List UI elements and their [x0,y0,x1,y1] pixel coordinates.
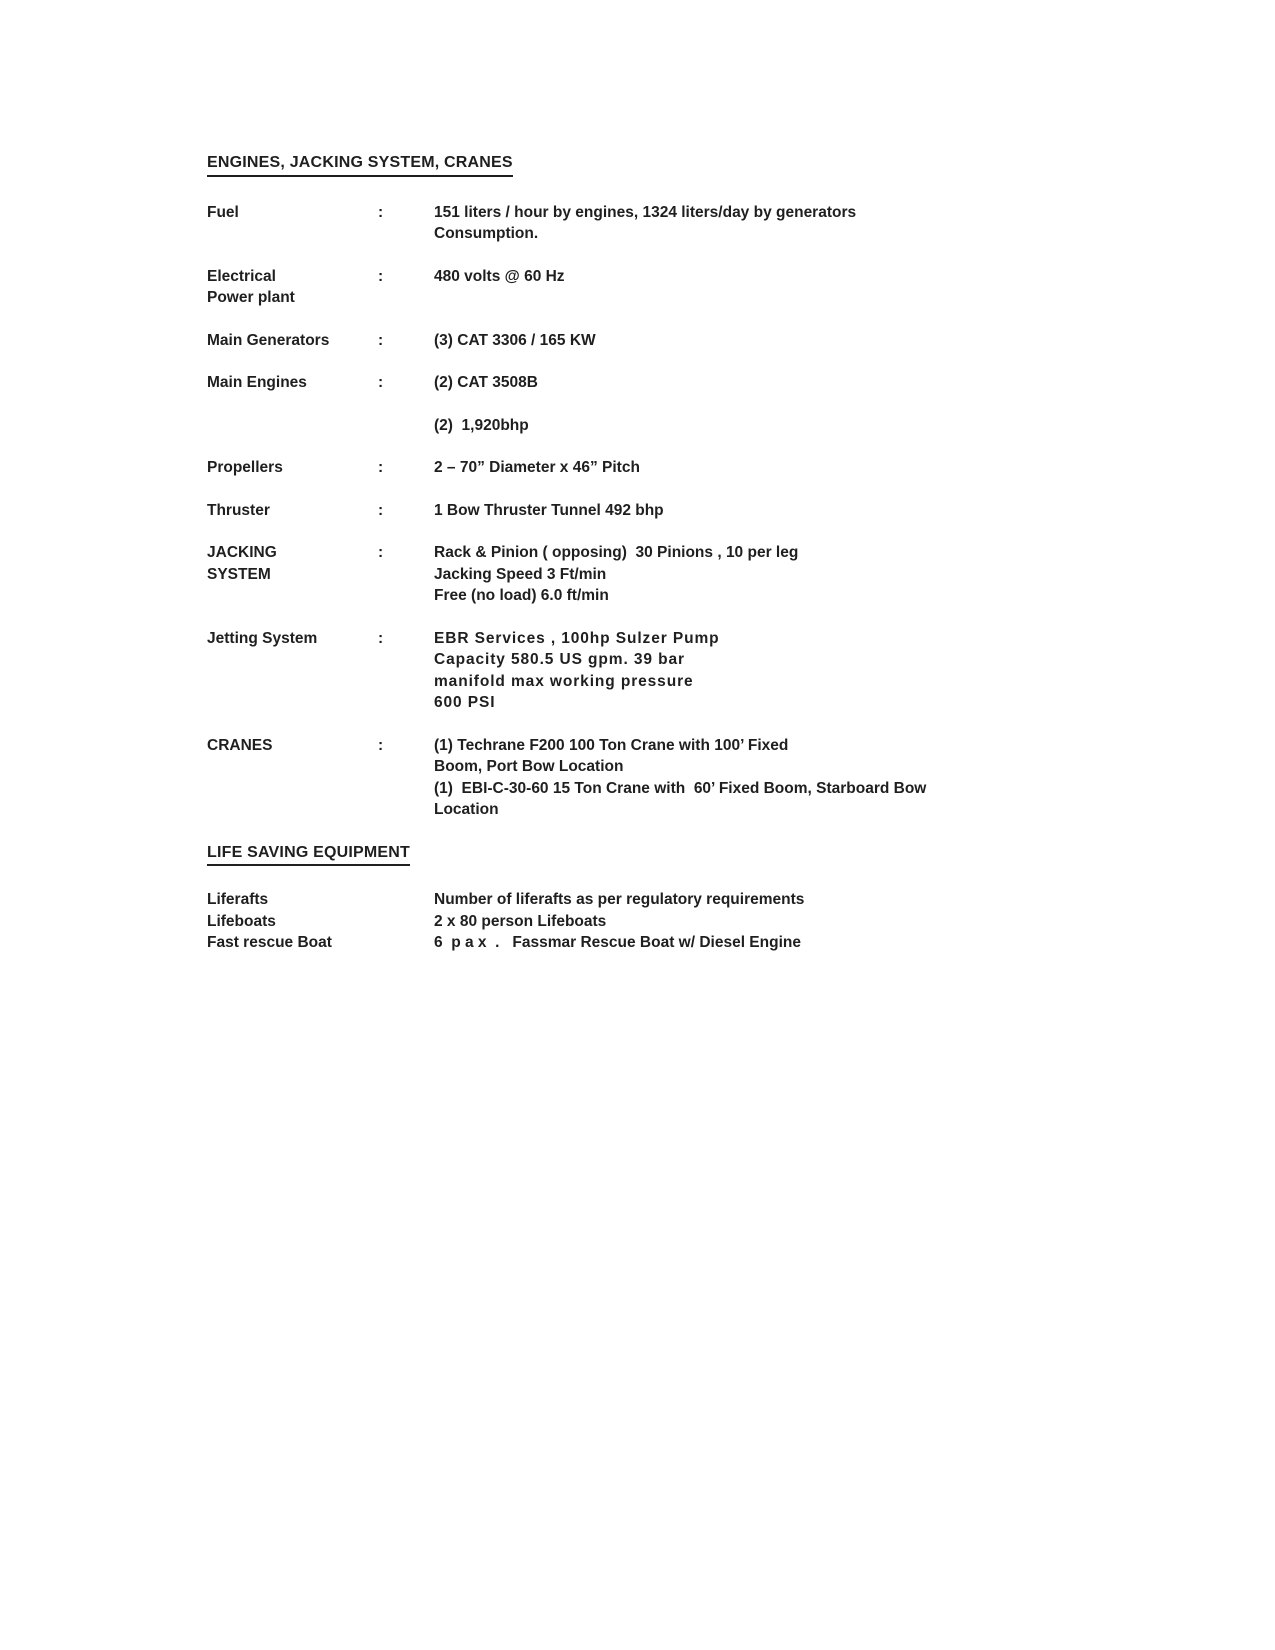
spec-row [207,266,1215,309]
spec-value-line: 2 – 70” Diameter x 46” Pitch [434,459,640,476]
spec-value [434,911,1215,933]
spec-label [207,542,378,585]
spec-label-line: Main Generators [207,331,330,349]
spec-label-line: Thruster [207,501,270,519]
spec-value [434,500,1215,522]
spec-value-line: Free (no load) 6.0 ft/min [434,587,609,604]
spec-value-line: 6 p a x . Fassmar Rescue Boat w/ Diesel Engine [434,934,801,951]
spec-label-line: CRANES [207,736,273,754]
spec-colon: : [378,544,384,561]
spec-row [207,372,1215,394]
spec-value [434,889,1215,911]
spec-value-line: (2) 1,920bhp [434,416,529,434]
spec-row [207,889,1215,911]
spec-label-line: Liferafts [207,891,269,908]
spec-colon: : [378,203,384,221]
spec-value-line: (1) EBI-C-30-60 15 Ton Crane with 60’ Fixed Boom, Starboard Bow [434,779,927,797]
spec-value [434,457,1215,479]
spec-value-line: Rack & Pinion ( opposing) 30 Pinions , 10 per leg [434,544,799,561]
spec-value-line: 2 x 80 person Lifeboats [434,912,607,930]
spec-colon: : [378,267,384,285]
spec-value-line: (1) Techrane F200 100 Ton Crane with 100’ Fixed [434,736,789,754]
spec-colon: : [378,459,384,476]
spec-value [434,266,1215,288]
spec-value-line: EBR Services , 100hp Sulzer Pump [434,629,720,647]
spec-label-line: Power plant [207,289,295,306]
spec-label-line: SYSTEM [207,565,271,583]
spec-value [434,330,1215,352]
section-title-text: LIFE SAVING EQUIPMENT [207,842,410,867]
spec-label [207,330,378,352]
spec-value-line: Consumption. [434,225,539,242]
spec-row [207,735,1215,821]
spec-label [207,500,378,522]
section-title-text: ENGINES, JACKING SYSTEM, CRANES [207,152,513,177]
spec-value-line: Jacking Speed 3 Ft/min [434,565,607,583]
spec-rows [207,889,1215,954]
spec-label [207,889,378,911]
spec-label-line: Fuel [207,203,239,221]
spec-label-line: Lifeboats [207,912,276,930]
section-title [207,152,1215,177]
section-0 [207,152,1215,821]
spec-row [207,202,1215,245]
spec-label [207,266,378,309]
spec-colon: : [378,374,384,391]
spec-label [207,735,378,757]
spec-colon: : [378,736,384,754]
spec-label [207,372,378,394]
spec-row [207,628,1215,714]
spec-value [434,372,1215,394]
spec-label-line: Propellers [207,459,283,476]
spec-value-line: Location [434,801,499,818]
spec-value [434,542,1215,607]
spec-value [434,628,1215,714]
spec-value-line: (3) CAT 3306 / 165 KW [434,331,596,349]
spec-rows [207,202,1215,821]
spec-label-line: Main Engines [207,374,307,391]
spec-label-line: JACKING [207,544,277,561]
spec-colon: : [378,629,384,647]
spec-row [207,542,1215,607]
spec-row [207,911,1215,933]
spec-value-line: 600 PSI [434,694,496,711]
section-title [207,842,1215,867]
spec-value-line: 480 volts @ 60 Hz [434,267,565,285]
spec-label [207,628,378,650]
spec-colon: : [378,501,384,519]
spec-value-line: manifold max working pressure [434,672,694,690]
spec-value-line: (2) CAT 3508B [434,374,538,391]
spec-label [207,932,378,954]
section-1 [207,842,1215,954]
spec-row [207,457,1215,479]
spec-value-line: Capacity 580.5 US gpm. 39 bar [434,651,685,668]
spec-row [207,415,1215,437]
spec-label [207,202,378,224]
spec-value-line: Number of liferafts as per regulatory requirements [434,891,805,908]
spec-value [434,202,1215,245]
spec-row [207,330,1215,352]
spec-row [207,500,1215,522]
spec-value-line: 1 Bow Thruster Tunnel 492 bhp [434,501,664,519]
spec-colon: : [378,331,384,349]
spec-value-line: 151 liters / hour by engines, 1324 liters/day by generators [434,203,857,221]
spec-label-line: Fast rescue Boat [207,934,332,951]
spec-label-line: Jetting System [207,629,318,647]
spec-value [434,735,1215,821]
spec-label [207,911,378,933]
spec-row [207,932,1215,954]
spec-value [434,415,1215,437]
spec-value-line: Boom, Port Bow Location [434,758,624,775]
spec-label [207,457,378,479]
spec-value [434,932,1215,954]
spec-label-line: Electrical [207,267,276,285]
